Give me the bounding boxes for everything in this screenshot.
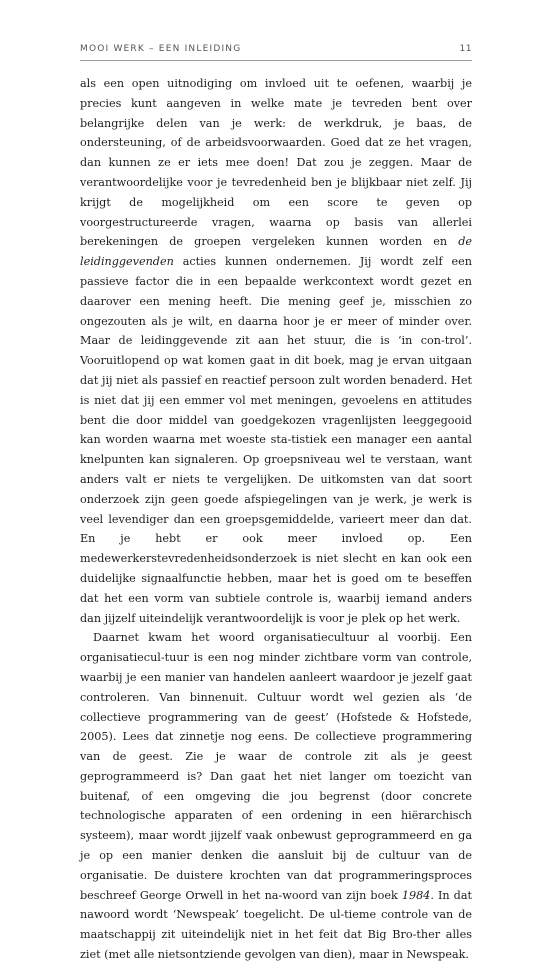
running-head — [80, 44, 472, 58]
running-title: MOOI WERK – EEN INLEIDING — [80, 44, 242, 54]
header-rule — [80, 60, 472, 61]
paragraph — [80, 628, 472, 965]
text-segment: Daarnet kwam het woord organisatiecultuur al voorbij. Een organisatiecul-tuur is een nog minder zichtbare vorm van controle, waarbij je een manier van handelen aanleert waardoor je jezelf gaat controleren. Van binnenuit. Cultuur wordt wel gezien als ‘de collectieve programmering van de geest’ (Hofstede & Hofstede, 2005). Lees dat zinnetje nog eens. De collectieve programmering van de geest. Zie je waar de controle zit als je geest geprogrammeerd is? Dan gaat het niet langer om toezicht van buitenaf, of een omgeving die jou begrenst (door concrete technologische apparaten of een ordening in een hiërarchisch systeem), maar wordt jijzelf vaak onbewust geprogrammeerd en ga je op een manier denken die aansluit bij de cultuur van de organisatie. De duistere krochten van dat programmeringsproces beschreef George Orwell in het na-woord van zijn boek — [80, 631, 472, 902]
text-segment: als een open uitnodiging om invloed uit te oefenen, waarbij je precies kunt aangeven in welke mate je tevreden bent over belangrijke delen van je werk: de werkdruk, je baas, de ondersteuning, of de arbeidsvoorwaarden. Goed dat ze het vragen, dan kunnen ze er iets mee doen! Dat zou je zeggen. Maar de verantwoordelijke voor je tevredenheid ben je blijkbaar niet zelf. Jij krijgt de mogelijkheid om een score te geven op voorgestructureerde vragen, waarna op basis van allerlei berekeningen de groepen vergeleken kunnen worden en — [80, 77, 472, 249]
body-text — [80, 74, 472, 965]
text-segment: . In dat nawoord wordt ‘Newspeak’ toegelicht. De ul-tieme controle van de maatschappij zit uiteindelijk niet in het feit dat Big Bro-ther alles ziet (met alle nietsontziende gevolgen van dien), maar in Newspeak. — [80, 888, 473, 962]
page-number: 11 — [459, 44, 472, 54]
italic-title: 1984 — [401, 888, 431, 902]
text-segment: acties kunnen ondernemen. Jij wordt zelf een passieve factor die in een bepaalde werkcontext wordt gezet en daarover een mening heeft. Die mening geef je, misschien zo ongezouten als je wilt, en daarna hoor je er meer of minder over. Maar de leidinggevende zit aan het stuur, die is ‘in con-trol’. Vooruitlopend op wat komen gaat in dit boek, mag je ervan uitgaan dat jij niet als passief en reactief persoon zult worden benaderd. Het is niet dat jij een emmer vol met meningen, gevoelens en attitudes bent die door middel van goedgekozen vragenlijsten leeggegooid kan worden waarna met woeste sta-tistiek een manager een aantal knelpunten kan signaleren. Op groepsniveau wel te verstaan, want anders valt er niets te vergelijken. De uitkomsten van dat soort onderzoek zijn geen goede afspiegelingen van je werk, je werk is veel levendiger dan een groepsgemiddelde, varieert meer dan dat. En je hebt er ook meer invloed op. Een medewerkerstevredenheidsonderzoek is niet slecht en kan ook een duidelijke signaalfunctie hebben, maar het is goed om te beseffen dat het een vorm van subtiele controle is, waarbij iemand anders dan jijzelf uiteindelijk verantwoordelijk is voor je plek op het werk. — [80, 255, 472, 625]
italic-term: de leidinggevenden — [80, 235, 472, 269]
paragraph — [80, 74, 472, 628]
